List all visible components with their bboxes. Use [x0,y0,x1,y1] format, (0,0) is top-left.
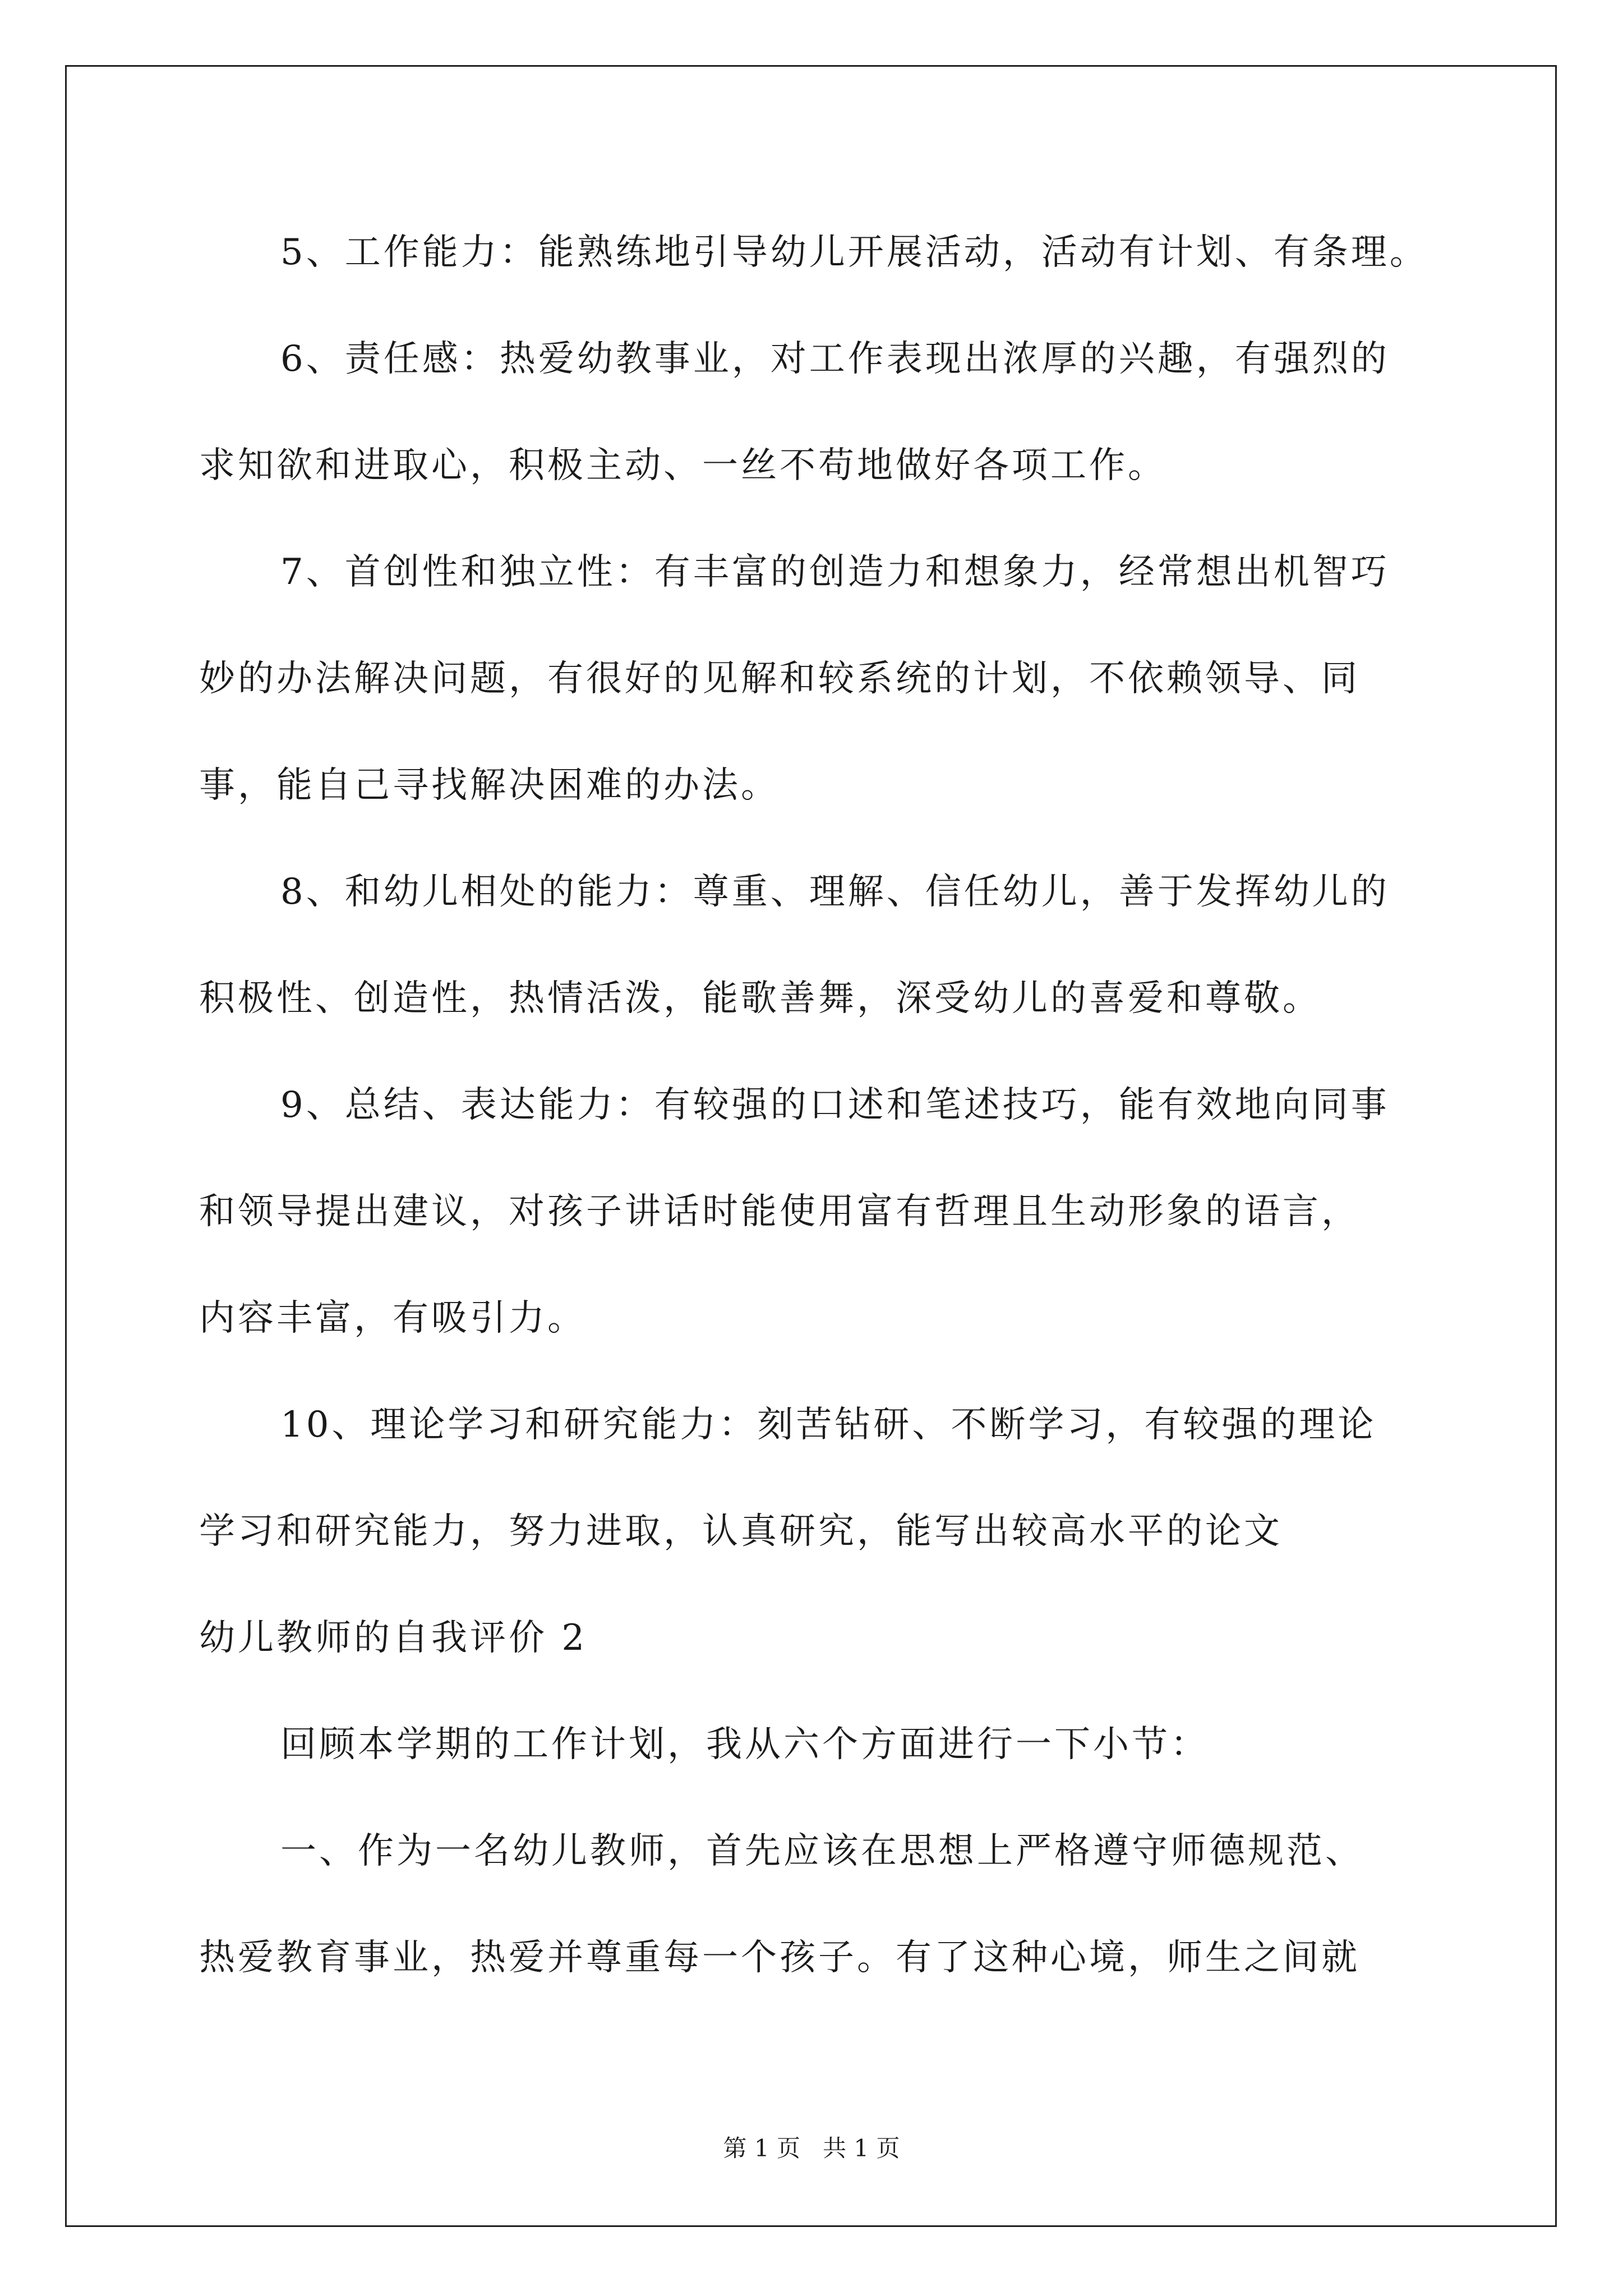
paragraph-line: 6、责任感：热爱幼教事业，对工作表现出浓厚的兴趣，有强烈的 [280,338,1390,380]
paragraph-line: 一、作为一名幼儿教师，首先应该在思想上严格遵守师德规范、 [280,1830,1364,1872]
paragraph-line: 回顾本学期的工作计划，我从六个方面进行一下小节： [280,1724,1209,1765]
section-heading: 幼儿教师的自我评价 2 [199,1617,588,1659]
paragraph-line: 7、首创性和独立性：有丰富的创造力和想象力，经常想出机智巧 [280,551,1390,593]
paragraph-line: 10、理论学习和研究能力：刻苦钻研、不断学习，有较强的理论 [280,1404,1377,1446]
paragraph-line: 9、总结、表达能力：有较强的口述和笔述技巧，能有效地向同事 [280,1084,1390,1126]
paragraph-line: 5、工作能力：能熟练地引导幼儿开展活动，活动有计划、有条理。 [280,232,1428,273]
paragraph-line: 妙的办法解决问题，有很好的见解和较系统的计划，不依赖领导、同 [199,658,1360,700]
paragraph-line: 和领导提出建议，对孩子讲话时能使用富有哲理且生动形象的语言， [199,1191,1360,1232]
paragraph-line: 积极性、创造性，热情活泼，能歌善舞，深受幼儿的喜爱和尊敬。 [199,978,1321,1019]
page-footer: 第 1 页 共 1 页 [723,2134,900,2162]
page-border [65,65,1557,2227]
paragraph-line: 内容丰富，有吸引力。 [199,1297,586,1339]
paragraph-line: 求知欲和进取心，积极主动、一丝不苟地做好各项工作。 [199,445,1166,486]
paragraph-line: 学习和研究能力，努力进取，认真研究，能写出较高水平的论文 [199,1511,1283,1552]
paragraph-line: 8、和幼儿相处的能力：尊重、理解、信任幼儿，善于发挥幼儿的 [280,871,1390,913]
paragraph-line: 热爱教育事业，热爱并尊重每一个孩子。有了这种心境，师生之间就 [199,1937,1360,1978]
paragraph-line: 事，能自己寻找解决困难的办法。 [199,765,780,806]
